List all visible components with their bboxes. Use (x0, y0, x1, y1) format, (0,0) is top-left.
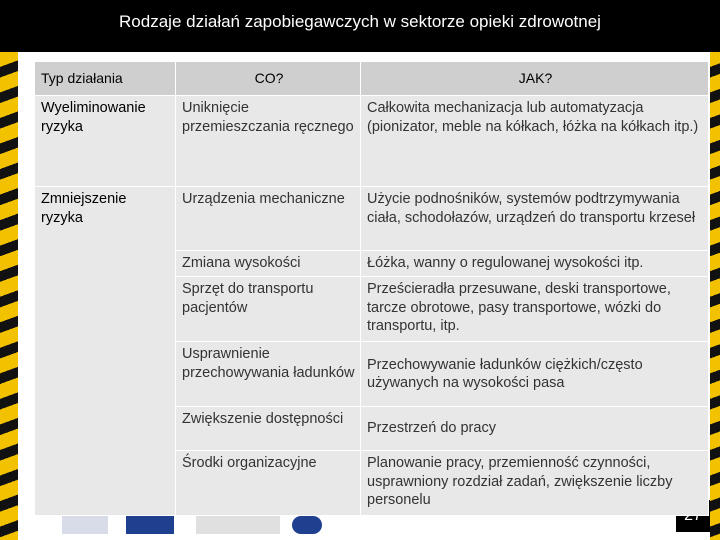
row-what: Uniknięcie przemieszczania ręcznego (176, 96, 361, 187)
slide-title: Rodzaje działań zapobiegawczych w sektorze opieki zdrowotnej (119, 12, 601, 31)
institute-logo (292, 516, 322, 534)
table-row (35, 96, 709, 187)
row-what: Zwiększenie dostępności (176, 407, 361, 451)
partner-logo (196, 516, 280, 534)
header-type: Typ działania (35, 62, 176, 96)
header-what: CO? (176, 62, 361, 96)
eu-flag-logo (126, 516, 174, 534)
hazard-stripe-right (710, 52, 720, 540)
row-how: Przechowywanie ładunków ciężkich/często używanych na wysokości pasa (361, 342, 709, 407)
row-what: Urządzenia mechaniczne (176, 187, 361, 251)
table-row (35, 187, 709, 251)
row-how: Łóżka, wanny o regulowanej wysokości itp. (361, 251, 709, 277)
row-how: Całkowita mechanizacja lub automatyzacja (pionizator, meble na kółkach, łóżka na kółkach itp.) (361, 96, 709, 187)
row-type: Zmniejszenie ryzyka (35, 187, 176, 516)
row-how: Planowanie pracy, przemienność czynności, usprawniony rozdział zadań, zwiększenie liczby personelu (361, 451, 709, 516)
table-header-row (35, 62, 709, 96)
row-type: Wyeliminowanie ryzyka (35, 96, 176, 187)
row-how: Użycie podnośników, systemów podtrzymywania ciała, schodołazów, urządzeń do transportu krzeseł (361, 187, 709, 251)
row-how: Prześcieradła przesuwane, deski transportowe, tarcze obrotowe, pasy transportowe, wózki do transportu, itp. (361, 277, 709, 342)
row-what: Usprawnienie przechowywania ładunków (176, 342, 361, 407)
header-how: JAK? (361, 62, 709, 96)
row-what: Zmiana wysokości (176, 251, 361, 277)
prevention-measures-table (34, 61, 709, 516)
row-what: Sprzęt do transportu pacjentów (176, 277, 361, 342)
hazard-stripe-left (0, 52, 18, 540)
row-how: Przestrzeń do pracy (361, 407, 709, 451)
ministry-logo (62, 516, 108, 534)
row-what: Środki organizacyjne (176, 451, 361, 516)
